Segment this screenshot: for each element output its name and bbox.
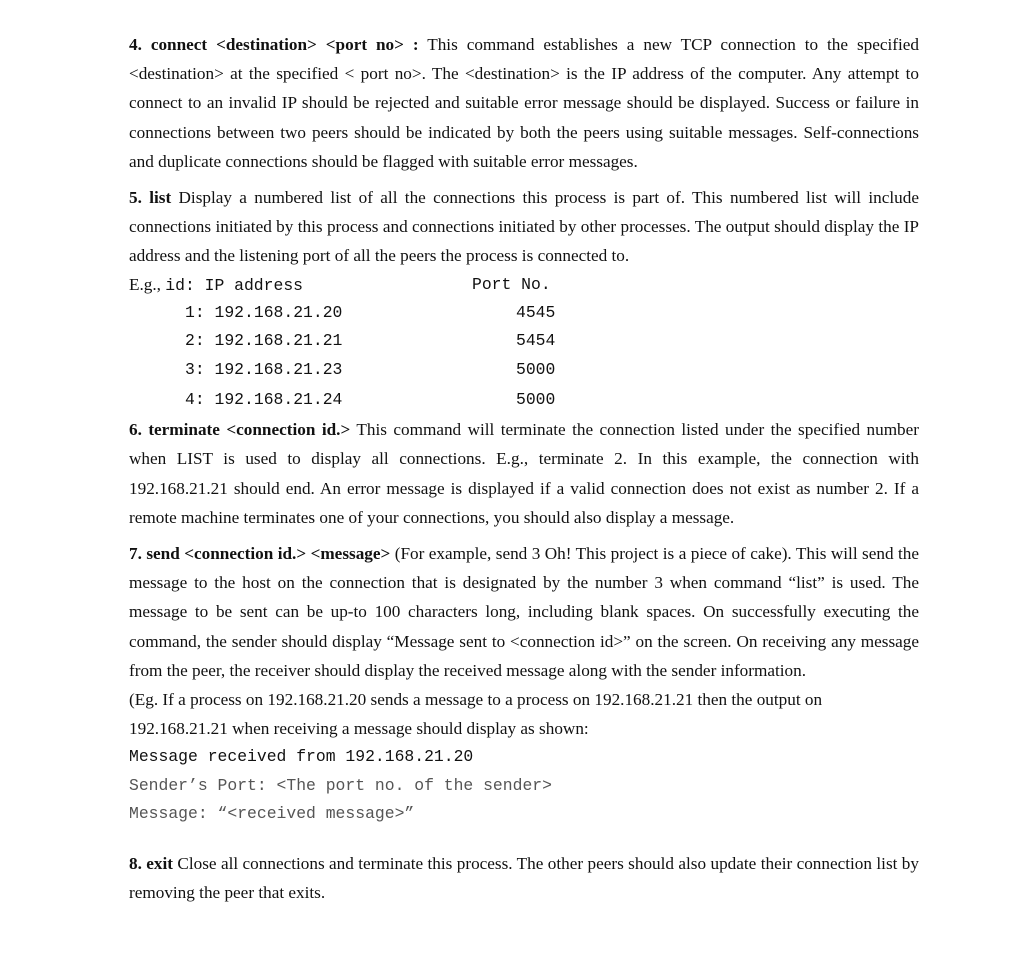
list-example-table [129,299,919,416]
send-text: (For example, send 3 Oh! This project is a piece of cake). This will send the message to the host on the connection that is designated by the number 3 when command “list” is used. The message to be sent can be up-to 100 characters long, including blank spaces. On successfully executing the command, the sender should display “Message sent to <connection id>” on the screen. On receiving any message from the peer, the receiver should display the received message along with the sender information. [129,543,919,680]
section-exit [129,849,919,907]
row-id-ip: 4: 192.168.21.24 [185,390,343,410]
send-example: (Eg. If a process on 192.168.21.20 sends a message to a process on 192.168.21.21 then the output on 192.168.21.21 when receiving a message should display as shown: [129,689,823,739]
example-prefix: E.g., [129,274,161,294]
row-id-ip: 3: 192.168.21.23 [185,359,343,379]
terminate-text: This command will terminate the connection listed under the specified number when LIST is used to display all connections. E.g., terminate 2. In this example, the connection with 192.168.21.21 should end. An error message is displayed if a valid connection does not exist as number 2. If a remote machine terminates one of your connections, you should also display a message. [129,420,920,527]
exit-text: Close all connections and terminate this process. The other peers should also update their connection list by removing the peer that exits. [129,853,919,903]
output-line-received: Message received from 192.168.21.20 [129,747,474,767]
table-row [129,356,919,385]
table-row [129,384,919,415]
row-port: 5454 [516,331,556,351]
terminate-title: 6. terminate <connection id.> [129,420,351,440]
header-id: id: IP address [165,275,303,295]
header-port: Port No. [472,274,551,294]
output-line-port: Sender’s Port: <The port no. of the sender> [129,775,552,795]
list-example-header [129,271,919,299]
row-port: 4545 [516,302,556,322]
connect-title: 4. connect <destination> <port no> : [129,35,419,54]
table-row [129,327,919,356]
list-text: Display a numbered list of all the connections this process is part of. This numbered list will include connections initiated by this process and connections initiated by other processes. The output should display the IP address and the listening port of all the peers the process is connected to. [129,188,919,266]
connect-text: This command establishes a new TCP connection to the specified <destination> at the specified < port no>. The <destination> is the IP address of the computer. Any attempt to connect to an invalid IP should be rejected and suitable error message should be displayed. Success or failure in connections between two peers should be indicated by both the peers using suitable messages. Self-connections and duplicate connections should be flagged with suitable error messages. [129,35,919,171]
section-connect [129,30,919,176]
output-line-message: Message: “<received message>” [129,804,415,824]
section-list [129,183,919,271]
row-port: 5000 [516,359,556,379]
list-title: 5. list [129,188,172,208]
send-title: 7. send <connection id.> <message> [129,543,391,563]
section-send [129,539,919,685]
exit-title: 8. exit [129,853,174,873]
section-terminate [129,415,919,532]
document-body [129,30,919,907]
table-row [129,299,919,328]
row-port: 5000 [516,390,556,410]
row-id-ip: 1: 192.168.21.20 [185,302,343,322]
row-id-ip: 2: 192.168.21.21 [185,331,343,351]
